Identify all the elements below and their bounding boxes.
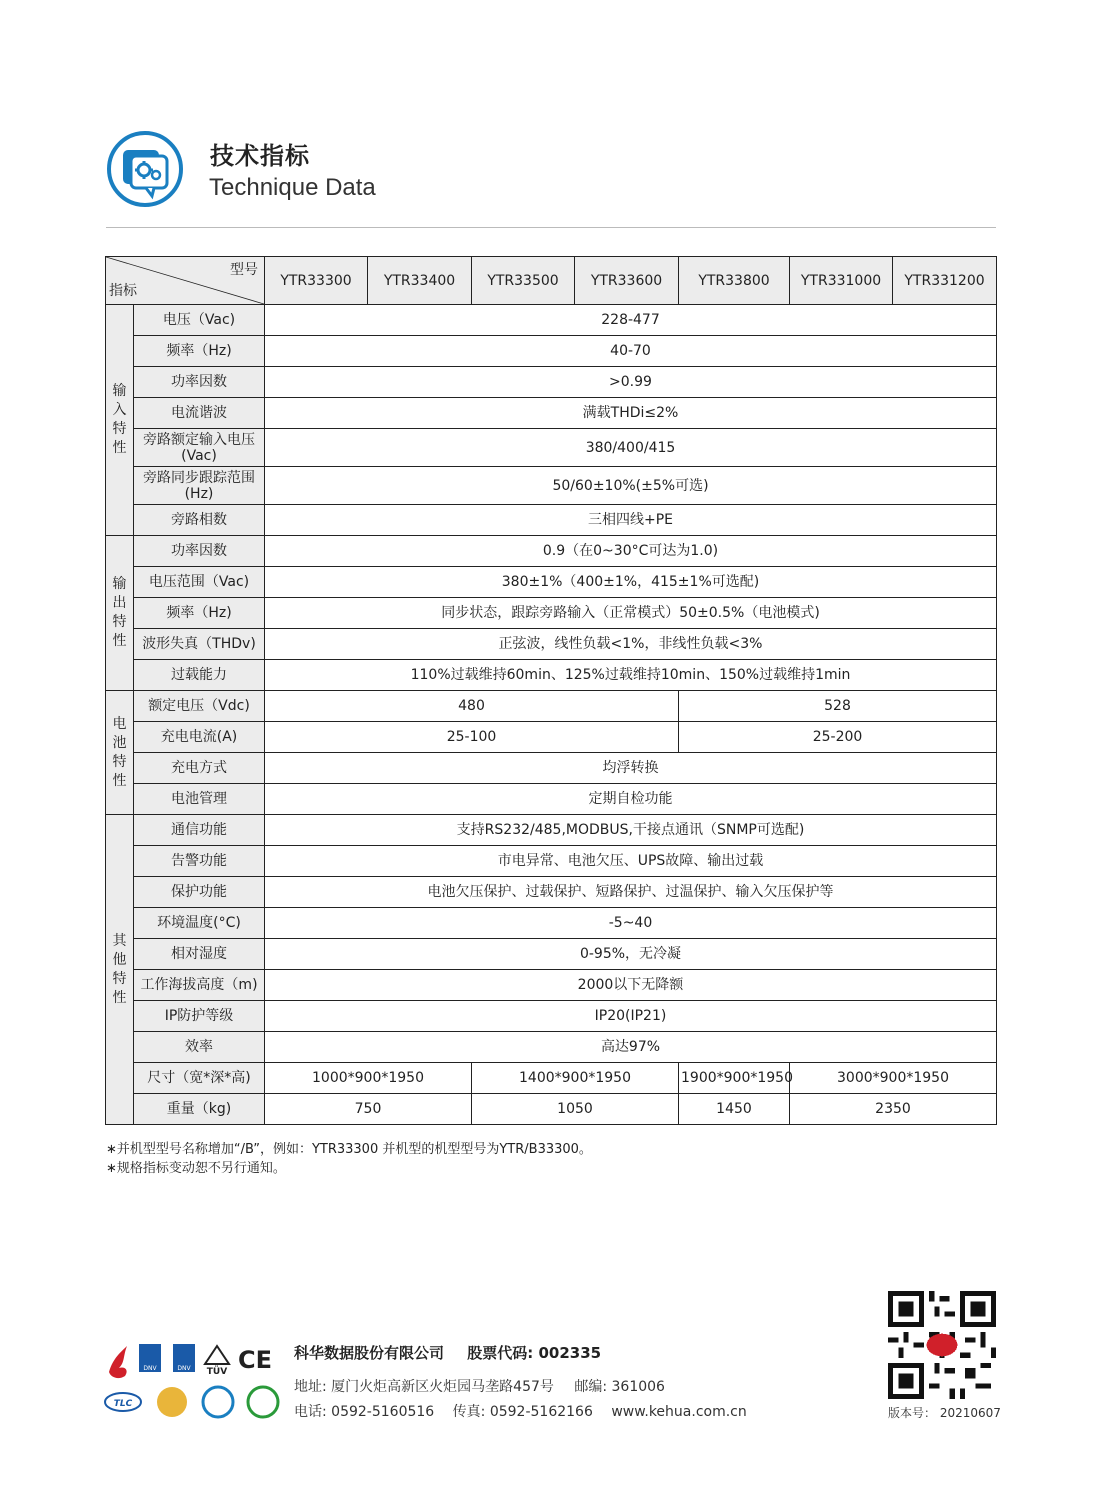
china-quality-icon (109, 1346, 127, 1378)
table-row (106, 305, 997, 336)
row-label: 通信功能 (134, 815, 265, 846)
row-label: 额定电压（Vdc) (134, 691, 265, 722)
row-value: 1900*900*1950 (679, 1063, 790, 1094)
row-label: 频率（Hz) (134, 598, 265, 629)
table-row (106, 467, 997, 505)
row-label: 保护功能 (134, 877, 265, 908)
postcode: 邮编: 361006 (574, 1379, 665, 1395)
row-label: 功率因数 (134, 536, 265, 567)
corner-spec-label: 指标 (109, 283, 137, 299)
row-label: 频率（Hz) (134, 336, 265, 367)
row-value: 三相四线+PE (265, 505, 997, 536)
table-row (106, 567, 997, 598)
row-value: 高达97% (265, 1032, 997, 1063)
table-row (106, 691, 997, 722)
footnote: ∗规格指标变动恕不另行通知。 (106, 1161, 286, 1176)
table-row (106, 846, 997, 877)
model-header: YTR331000 (790, 257, 893, 305)
row-value: 均浮转换 (265, 753, 997, 784)
group-input: 输 入 特 性 (106, 305, 134, 536)
model-header: YTR33800 (679, 257, 790, 305)
row-value: 25-100 (265, 722, 679, 753)
model-header: YTR33300 (265, 257, 368, 305)
row-label: 电压（Vac) (134, 305, 265, 336)
model-header: YTR33600 (575, 257, 679, 305)
row-value: 1450 (679, 1094, 790, 1125)
table-row (106, 939, 997, 970)
row-label: 工作海拔高度（m) (134, 970, 265, 1001)
table-row (106, 660, 997, 691)
table-row (106, 1001, 997, 1032)
row-value: 50/60±10%(±5%可选) (265, 467, 997, 505)
row-value: 满载THDi≤2% (265, 398, 997, 429)
corner-cell (106, 257, 265, 305)
table-row (106, 784, 997, 815)
row-label: 电池管理 (134, 784, 265, 815)
certification-logos (103, 1340, 283, 1420)
spec-table (105, 256, 997, 1125)
row-label: 电流谐波 (134, 398, 265, 429)
address: 地址: 厦门火炬高新区火炬园马垄路457号 (294, 1379, 554, 1395)
table-row (106, 536, 997, 567)
table-row (106, 1063, 997, 1094)
table-row (106, 970, 997, 1001)
tlc-text: TLC (113, 1399, 133, 1409)
row-value: 380/400/415 (265, 429, 997, 467)
row-label: 电压范围（Vac) (134, 567, 265, 598)
badge-gold-icon (157, 1387, 187, 1417)
corner-model-label: 型号 (230, 262, 258, 278)
address-line (294, 1376, 681, 1396)
row-label: 相对湿度 (134, 939, 265, 970)
dnv-logo-icon (173, 1344, 195, 1372)
dnv-text: DNV (143, 1365, 157, 1372)
row-value: 40-70 (265, 336, 997, 367)
table-row (106, 815, 997, 846)
table-row (106, 877, 997, 908)
table-row (106, 367, 997, 398)
badge-blue-icon (203, 1387, 233, 1417)
row-value: IP20(IP21) (265, 1001, 997, 1032)
company-line (294, 1342, 619, 1363)
row-label: 环境温度(°C) (134, 908, 265, 939)
row-value: 1050 (472, 1094, 679, 1125)
footnote: ∗并机型型号名称增加“/B”，例如：YTR33300 并机型的机型型号为YTR/B33300。 (106, 1142, 592, 1157)
page-title-en: Technique Data (209, 174, 376, 201)
group-other: 其 他 特 性 (106, 815, 134, 1125)
phone: 电话: 0592-5160516 (294, 1404, 435, 1420)
table-row (106, 753, 997, 784)
row-value: 0.9（在0~30°C可达为1.0) (265, 536, 997, 567)
row-label: 充电方式 (134, 753, 265, 784)
row-value: 2350 (790, 1094, 997, 1125)
row-value: 同步状态，跟踪旁路输入（正常模式）50±0.5%（电池模式) (265, 598, 997, 629)
row-value: 528 (679, 691, 997, 722)
stock-code: 股票代码: 002335 (467, 1344, 602, 1362)
row-label: 告警功能 (134, 846, 265, 877)
row-value: 正弦波，线性负载<1%，非线性负载<3% (265, 629, 997, 660)
page-title-cn: 技术指标 (210, 142, 310, 170)
row-label: 效率 (134, 1032, 265, 1063)
row-value: 支持RS232/485,MODBUS,干接点通讯（SNMP可选配) (265, 815, 997, 846)
dnv-text: DNV (177, 1365, 191, 1372)
contact-line (294, 1401, 761, 1421)
table-row (106, 336, 997, 367)
table-row (106, 629, 997, 660)
table-row (106, 598, 997, 629)
row-value: 25-200 (679, 722, 997, 753)
row-value: 110%过载维持60min、125%过载维持10min、150%过载维持1min (265, 660, 997, 691)
table-row (106, 398, 997, 429)
table-row (106, 505, 997, 536)
row-value: 3000*900*1950 (790, 1063, 997, 1094)
website-link[interactable]: www.kehua.com.cn (611, 1404, 747, 1420)
fax: 传真: 0592-5162166 (452, 1404, 593, 1420)
row-value: 0-95%，无冷凝 (265, 939, 997, 970)
model-header: YTR331200 (893, 257, 997, 305)
group-battery: 电 池 特 性 (106, 691, 134, 815)
row-label: 旁路同步跟踪范围(Hz) (134, 467, 265, 505)
table-row (106, 908, 997, 939)
row-value: -5~40 (265, 908, 997, 939)
row-label: 波形失真（THDv) (134, 629, 265, 660)
tlc-logo-icon (105, 1393, 141, 1411)
footnotes (106, 1140, 592, 1178)
row-label: IP防护等级 (134, 1001, 265, 1032)
row-label: 功率因数 (134, 367, 265, 398)
badge-green-icon (248, 1387, 278, 1417)
row-label: 旁路额定输入电压(Vac) (134, 429, 265, 467)
table-row (106, 1094, 997, 1125)
row-value: 750 (265, 1094, 472, 1125)
row-label: 旁路相数 (134, 505, 265, 536)
company-name: 科华数据股份有限公司 (294, 1344, 445, 1362)
row-label: 充电电流(A) (134, 722, 265, 753)
row-label: 重量（kg) (134, 1094, 265, 1125)
table-row (106, 722, 997, 753)
table-header-row (106, 257, 997, 305)
version-label: 版本号： 20210607 (888, 1406, 1001, 1420)
header-divider (106, 227, 996, 228)
tuv-logo-icon (205, 1346, 229, 1377)
technique-data-icon (106, 130, 184, 208)
row-label: 尺寸（宽*深*高) (134, 1063, 265, 1094)
row-value: 1000*900*1950 (265, 1063, 472, 1094)
row-value: 228-477 (265, 305, 997, 336)
row-value: >0.99 (265, 367, 997, 398)
model-header: YTR33500 (472, 257, 575, 305)
model-header: YTR33400 (368, 257, 472, 305)
row-value: 1400*900*1950 (472, 1063, 679, 1094)
row-value: 市电异常、电池欠压、UPS故障、输出过载 (265, 846, 997, 877)
row-value: 电池欠压保护、过载保护、短路保护、过温保护、输入欠压保护等 (265, 877, 997, 908)
tuv-text: TÜV (206, 1367, 228, 1377)
row-value: 380±1%（400±1%，415±1%可选配) (265, 567, 997, 598)
row-value: 480 (265, 691, 679, 722)
row-value: 2000以下无降额 (265, 970, 997, 1001)
row-label: 过载能力 (134, 660, 265, 691)
ce-mark-icon: CE (237, 1346, 273, 1374)
group-output: 输 出 特 性 (106, 536, 134, 691)
table-row (106, 429, 997, 467)
row-value: 定期自检功能 (265, 784, 997, 815)
dnv-logo-icon (139, 1344, 161, 1372)
qr-code-icon (888, 1291, 996, 1399)
table-row (106, 1032, 997, 1063)
